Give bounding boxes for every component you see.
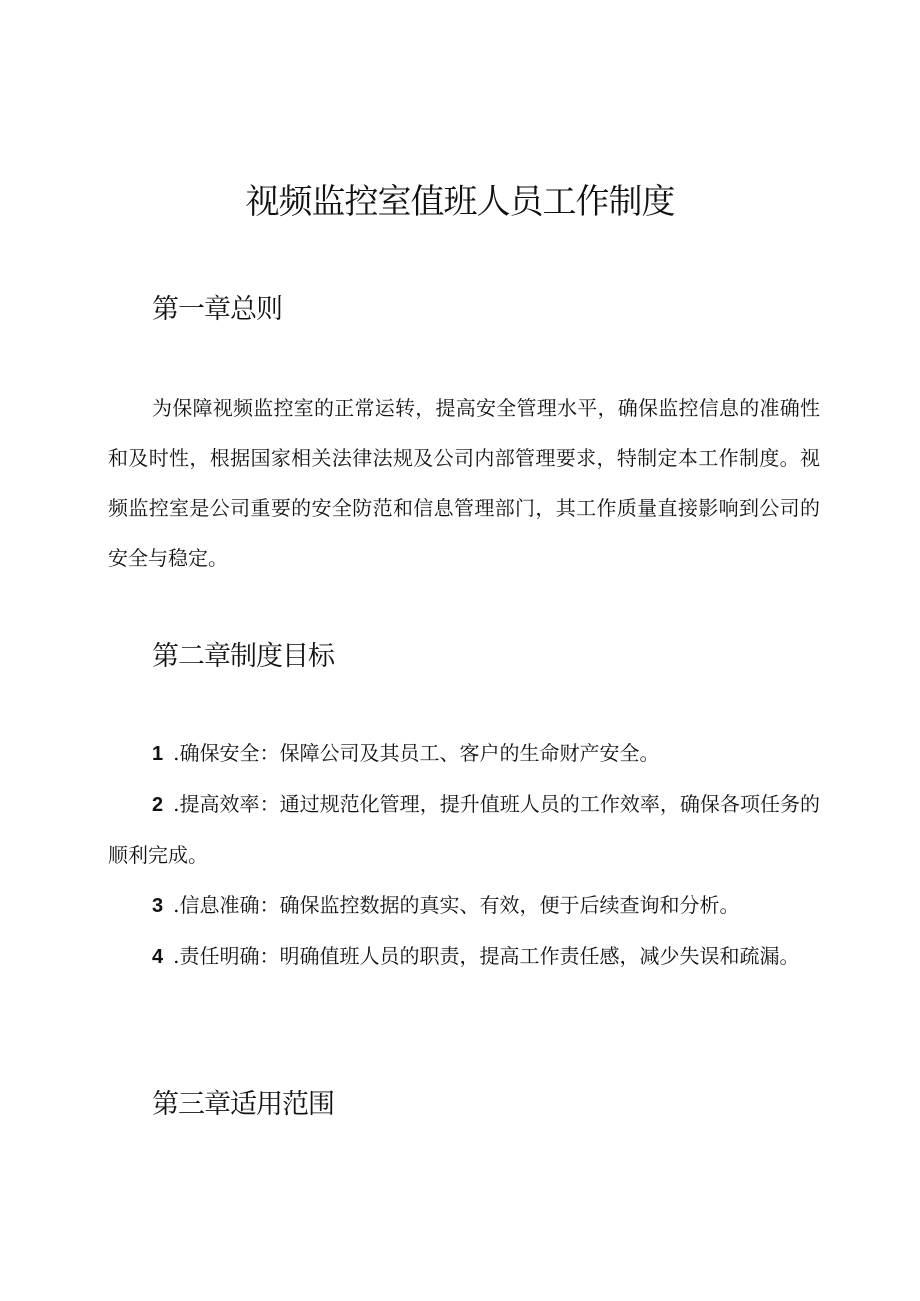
list-item-text: .责任明确：明确值班人员的职责，提高工作责任感，减少失误和疏漏。	[173, 944, 800, 968]
list-item	[108, 880, 820, 931]
list-item-number: 3	[152, 895, 164, 917]
document-title: 视频监控室值班人员工作制度	[245, 182, 675, 222]
objectives-list	[108, 728, 820, 982]
list-item	[108, 728, 820, 779]
list-item-text: .确保安全：保障公司及其员工、客户的生命财产安全。	[173, 741, 660, 765]
list-item-number: 2	[152, 794, 164, 816]
list-item-text: .提高效率：通过规范化管理，提升值班人员的工作效率，确保各项任务的顺利完成。	[108, 792, 820, 867]
chapter-heading-scope: 第三章适用范围	[152, 1089, 334, 1120]
general-paragraph: 为保障视频监控室的正常运转，提高安全管理水平，确保监控信息的准确性和及时性，根据国家相关法律法规及公司内部管理要求，特制定本工作制度。视频监控室是公司重要的安全防范和信息管理部门，其工作质量直接影响到公司的安全与稳定。	[108, 396, 820, 570]
chapter-heading-general: 第一章总则	[152, 294, 282, 325]
chapter-heading-objectives: 第二章制度目标	[152, 641, 334, 672]
list-item-number: 1	[152, 743, 164, 765]
list-item-text: .信息准确：确保监控数据的真实、有效，便于后续查询和分析。	[173, 893, 740, 917]
list-item	[108, 779, 820, 880]
list-item	[108, 931, 820, 982]
list-item-number: 4	[152, 946, 164, 968]
